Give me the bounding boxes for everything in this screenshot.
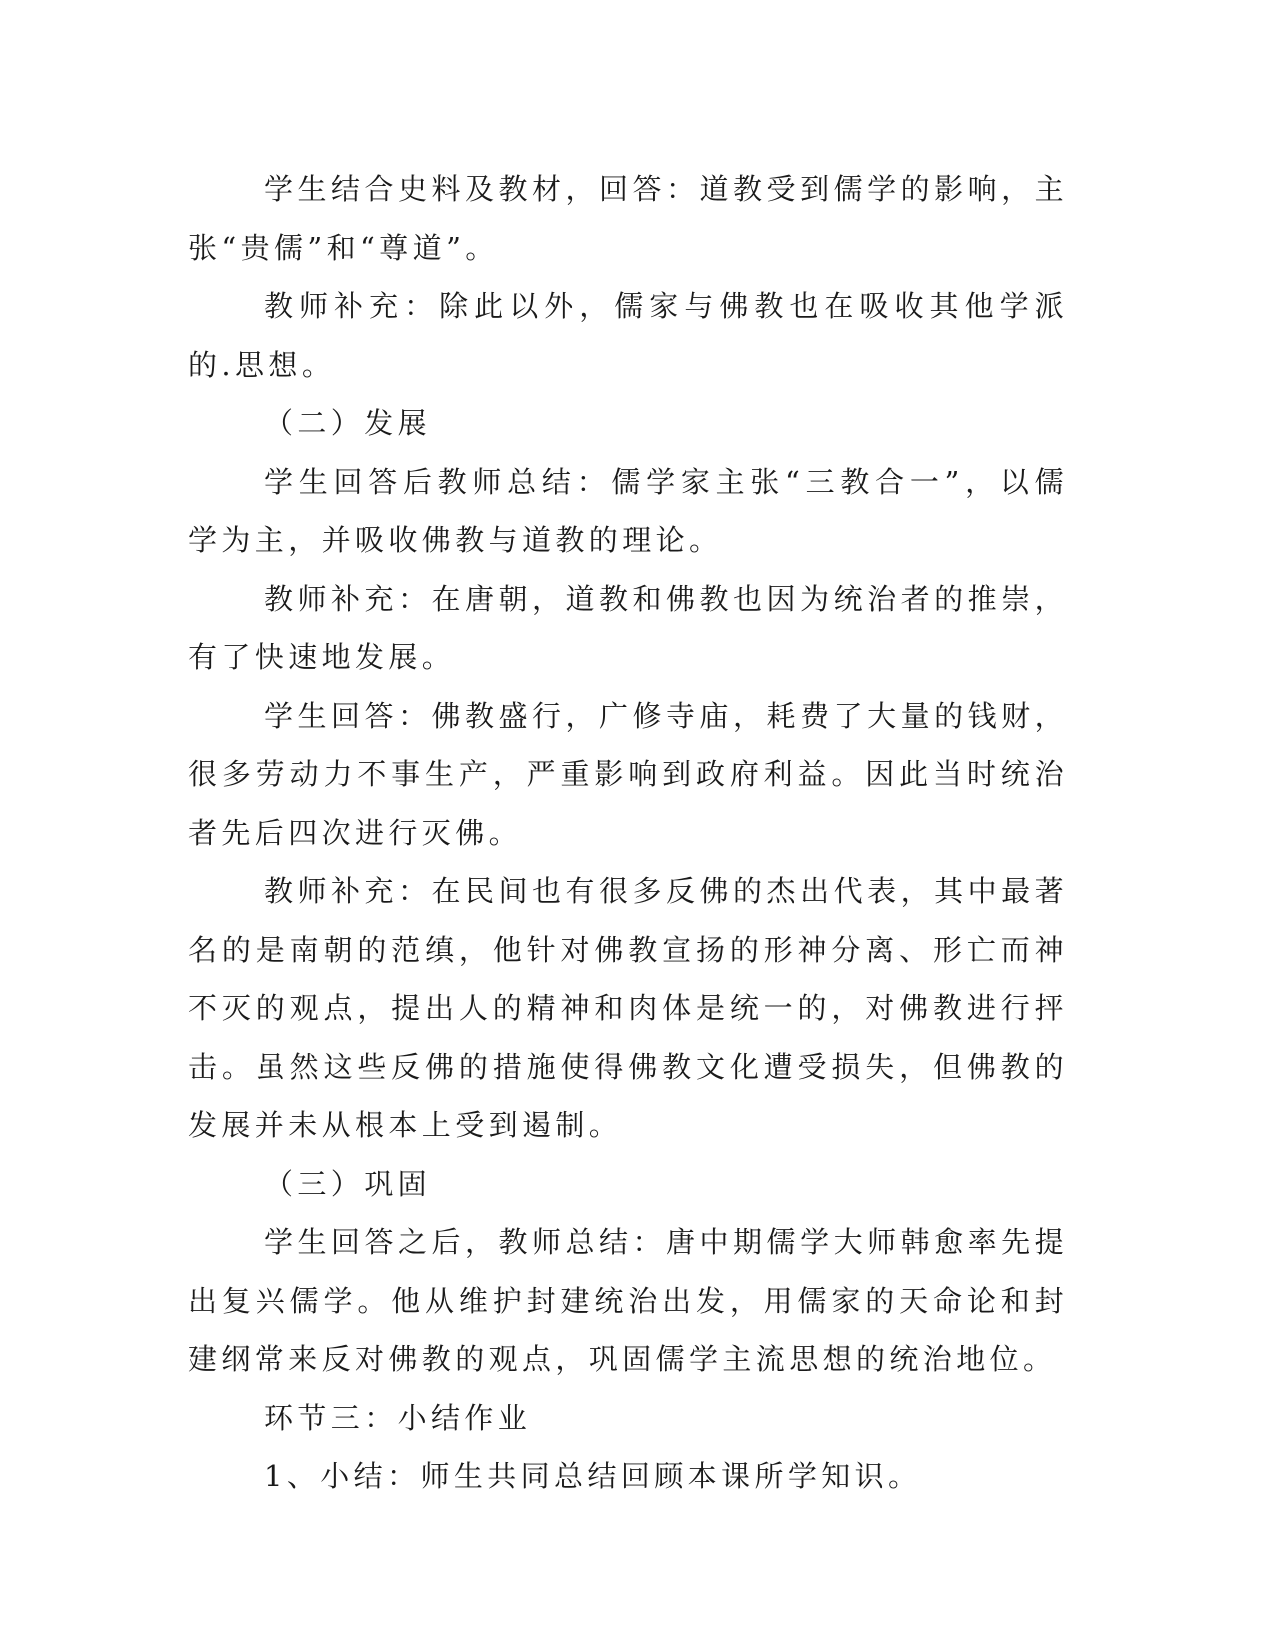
section-heading-consolidation: （三）巩固 bbox=[264, 1166, 432, 1201]
paragraph-teacher-supplement-2: 教师补充：在唐朝，道教和佛教也因为统治者的推崇，有了快速地发展。 bbox=[188, 581, 1068, 674]
section-heading-summary-homework: 环节三：小结作业 bbox=[264, 1400, 532, 1435]
document-body bbox=[188, 160, 1068, 1506]
paragraph-summary: 1、小结：师生共同总结回顾本课所学知识。 bbox=[264, 1459, 922, 1493]
paragraph-three-teachings: 学生回答后教师总结：儒学家主张“三教合一”，以儒学为主，并吸收佛教与道教的理论。 bbox=[188, 464, 1068, 557]
paragraph-daoism-answer: 学生结合史料及教材，回答：道教受到儒学的影响，主张“贵儒”和“尊道”。 bbox=[188, 172, 1068, 265]
paragraph-han-yu: 学生回答之后，教师总结：唐中期儒学大师韩愈率先提出复兴儒学。他从维护封建统治出发，用儒家的天命论和封建纲常来反对佛教的观点，巩固儒学主流思想的统治地位。 bbox=[188, 1225, 1068, 1376]
paragraph-student-answer-buddhism: 学生回答：佛教盛行，广修寺庙，耗费了大量的钱财，很多劳动力不事生产，严重影响到政府利益。因此当时统治者先后四次进行灭佛。 bbox=[188, 698, 1068, 850]
paragraph-teacher-supplement-3: 教师补充：在民间也有很多反佛的杰出代表，其中最著名的是南朝的范缜，他针对佛教宣扬的形神分离、形亡而神不灭的观点，提出人的精神和肉体是统一的，对佛教进行抨击。虽然这些反佛的措施使得佛教文化遭受损失，但佛教的发展并未从根本上受到遏制。 bbox=[188, 874, 1068, 1142]
paragraph-teacher-supplement-1: 教师补充：除此以外，儒家与佛教也在吸收其他学派的.思想。 bbox=[188, 289, 1068, 382]
section-heading-development: （二）发展 bbox=[264, 406, 432, 440]
